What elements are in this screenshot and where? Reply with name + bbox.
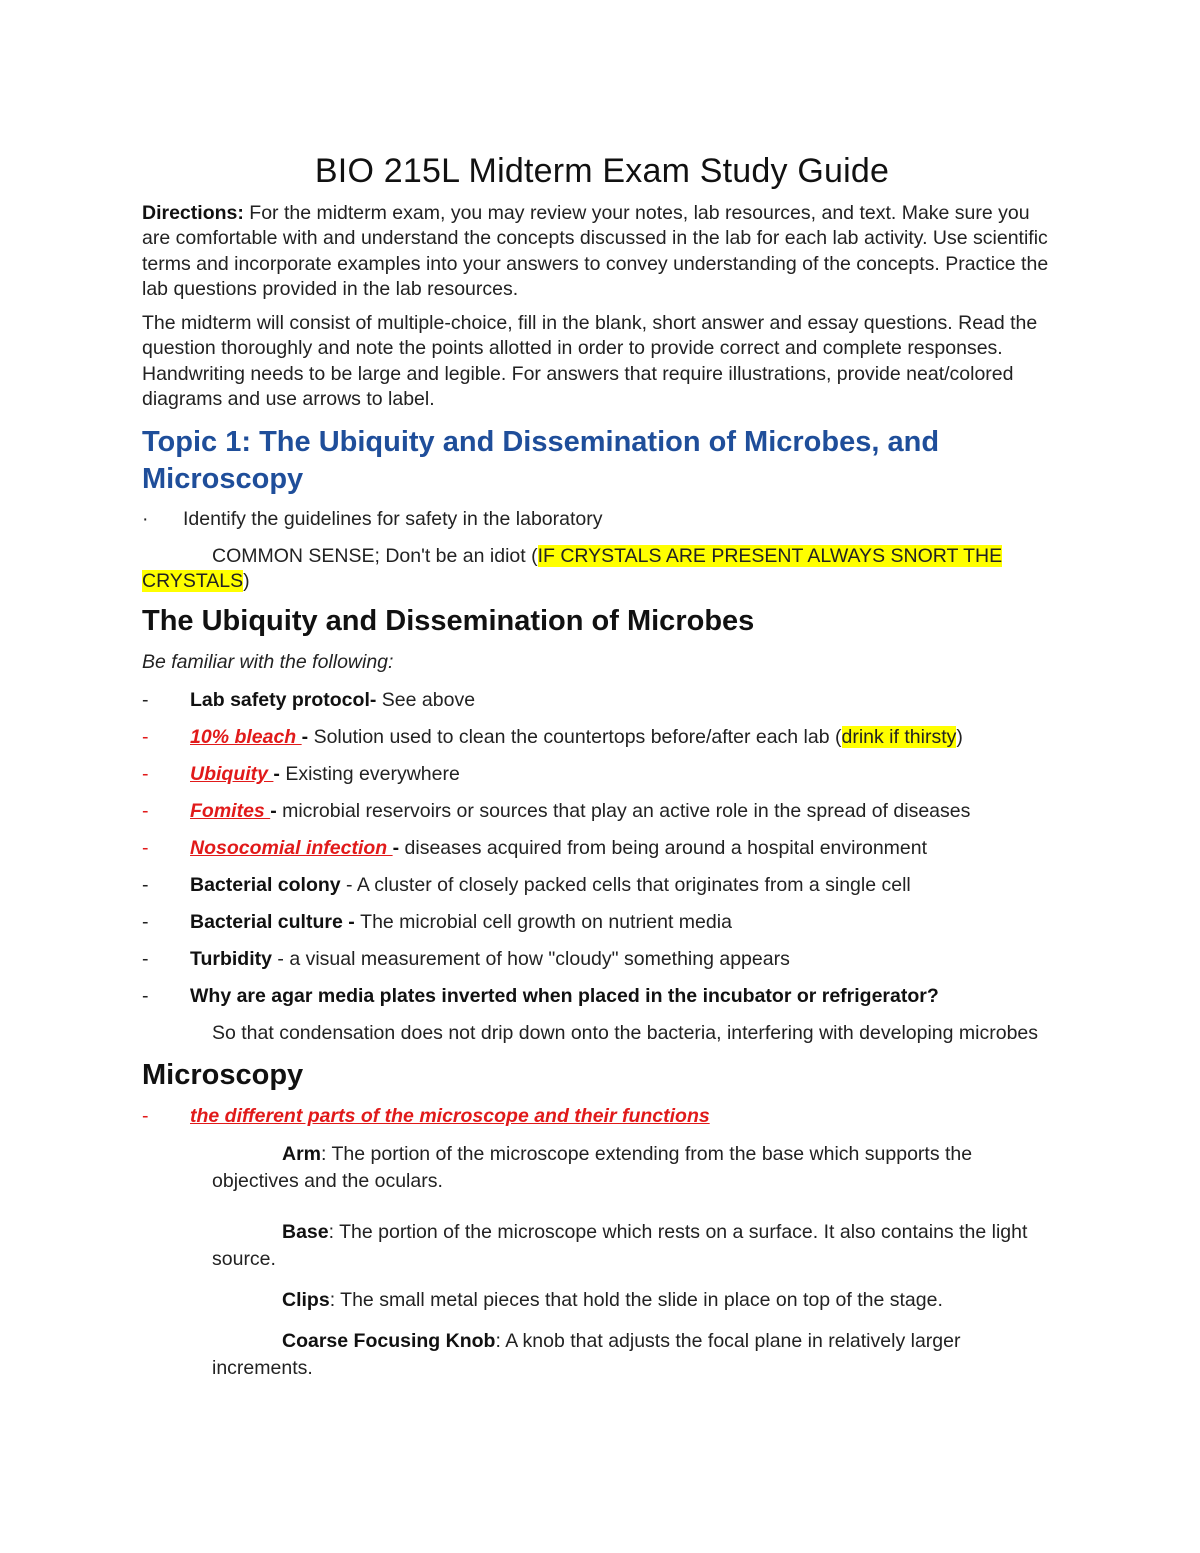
safety-answer-suffix: ) [243,570,250,593]
part-name: Base [282,1220,329,1243]
question-text: Why are agar media plates inverted when placed in the incubator or refrigerator? [190,984,939,1007]
term-label: 10% bleach [190,725,302,748]
list-item-nosocomial [142,836,1062,861]
term-label: Bacterial culture [190,910,343,933]
term-definition: A cluster of closely packed cells that originates from a single cell [356,873,911,896]
list-item-microscope-parts [142,1104,1062,1129]
term-definition: The microbial cell growth on nutrient media [360,910,732,933]
term-separator: - [271,947,290,970]
dash-mark: - [142,725,149,748]
part-name: Coarse Focusing Knob [282,1329,496,1352]
term-separator: - [273,762,286,785]
list-item-bacterial-culture [142,910,1062,935]
part-desc: : The portion of the microscope extending from the base which supports the objectives and the oculars. [212,1142,973,1192]
part-description [212,1219,1062,1273]
part-arm [212,1141,1062,1195]
dash-mark: - [142,1104,149,1127]
part-name: Arm [282,1142,322,1165]
dash-mark: - [142,688,149,711]
dash-mark: - [142,984,149,1007]
directions-label: Directions: [142,202,244,224]
term-highlight: drink if thirsty [841,725,957,748]
term-separator: - [342,910,361,933]
bullet-dot: · [142,508,149,531]
part-desc: : A knob that adjusts the focal plane in relatively larger increments. [212,1329,961,1379]
term-label: Nosocomial infection [190,836,393,859]
term-definition: diseases acquired from being around a hospital environment [404,836,928,859]
term-after: ) [956,725,963,748]
term-label: Ubiquity [190,762,274,785]
part-description [212,1328,1062,1382]
dash-mark: - [142,873,149,896]
term-definition: Solution used to clean the countertops before/after each lab ( [313,725,842,748]
list-item-bleach [142,725,1062,750]
term-label: Bacterial colony [190,873,341,896]
term-definition: See above [381,688,476,711]
safety-answer [142,544,1062,594]
dash-mark: - [142,762,149,785]
part-clips [212,1287,1062,1314]
term-separator: - [340,873,357,896]
directions-paragraph [142,201,1062,302]
dash-mark: - [142,836,149,859]
list-item-turbidity [142,947,1062,972]
part-coarse-knob [212,1328,1062,1382]
list-item-bacterial-colony [142,873,1062,898]
microscopy-subheading: the different parts of the microscope and their functions [190,1104,710,1127]
safety-answer-prefix: COMMON SENSE; Don't be an idiot ( [212,545,538,568]
part-description [212,1287,1062,1314]
term-separator: - [392,836,405,859]
part-desc: : The small metal pieces that hold the slide in place on top of the stage. [329,1288,943,1311]
safety-bullet-text: Identify the guidelines for safety in the laboratory [183,508,603,531]
term-definition: Existing everywhere [285,762,460,785]
list-item-ubiquity [142,762,1062,787]
dash-mark: - [142,947,149,970]
term-label: Lab safety protocol [190,688,370,711]
document-content [142,152,1062,1396]
dash-mark: - [142,799,149,822]
term-separator: - [301,725,314,748]
term-definition: microbial reservoirs or sources that play an active role in the spread of diseases [282,799,971,822]
familiar-text: Be familiar with the following: [142,651,394,674]
microscopy-heading: Microscopy [142,1058,304,1091]
part-description [212,1141,1062,1195]
part-base [212,1219,1062,1273]
part-name: Clips [282,1288,330,1311]
term-label: Fomites [190,799,271,822]
safety-answer-highlight: IF CRYSTALS ARE PRESENT ALWAYS SNORT THE CRYSTALS [142,545,1003,593]
term-definition: a visual measurement of how "cloudy" something appears [289,947,790,970]
midterm-paragraph: The midterm will consist of multiple-choice, fill in the blank, short answer and essay questions. Read the question thoroughly and note the points allotted in order to provide correct and complete responses. Handwriting needs to be large and legible. For answers that require illustrations, provide neat/colored diagrams and use arrows to label. [142,312,1038,411]
directions-text: For the midterm exam, you may review your notes, lab resources, and text. Make sure you are comfortable with and understand the concepts discussed in the lab for each lab activity. Use scientific terms and incorporate examples into your answers to convey understanding of the concepts. Practice the lab questions provided in the lab resources. [142,202,1049,300]
dash-mark: - [142,910,149,933]
list-item-fomites [142,799,1062,824]
topic1-heading: Topic 1: The Ubiquity and Dissemination of Microbes, and Microscopy [142,426,940,496]
term-label: Turbidity [190,947,272,970]
microscopy-list [142,1104,1062,1129]
list-item-lab-safety [142,688,1062,713]
term-separator: - [369,688,382,711]
term-separator: - [270,799,283,822]
inverted-answer: So that condensation does not drip down onto the bacteria, interfering with developing microbes [212,1021,1039,1044]
page-title: BIO 215L Midterm Exam Study Guide [314,152,890,190]
ubiquity-heading: The Ubiquity and Dissemination of Microbes [142,605,755,638]
safety-bullet [142,508,1062,533]
list-item-inverted-question [142,984,1062,1009]
ubiquity-term-list [142,688,1062,1009]
part-desc: : The portion of the microscope which rests on a surface. It also contains the light source. [212,1220,1028,1270]
